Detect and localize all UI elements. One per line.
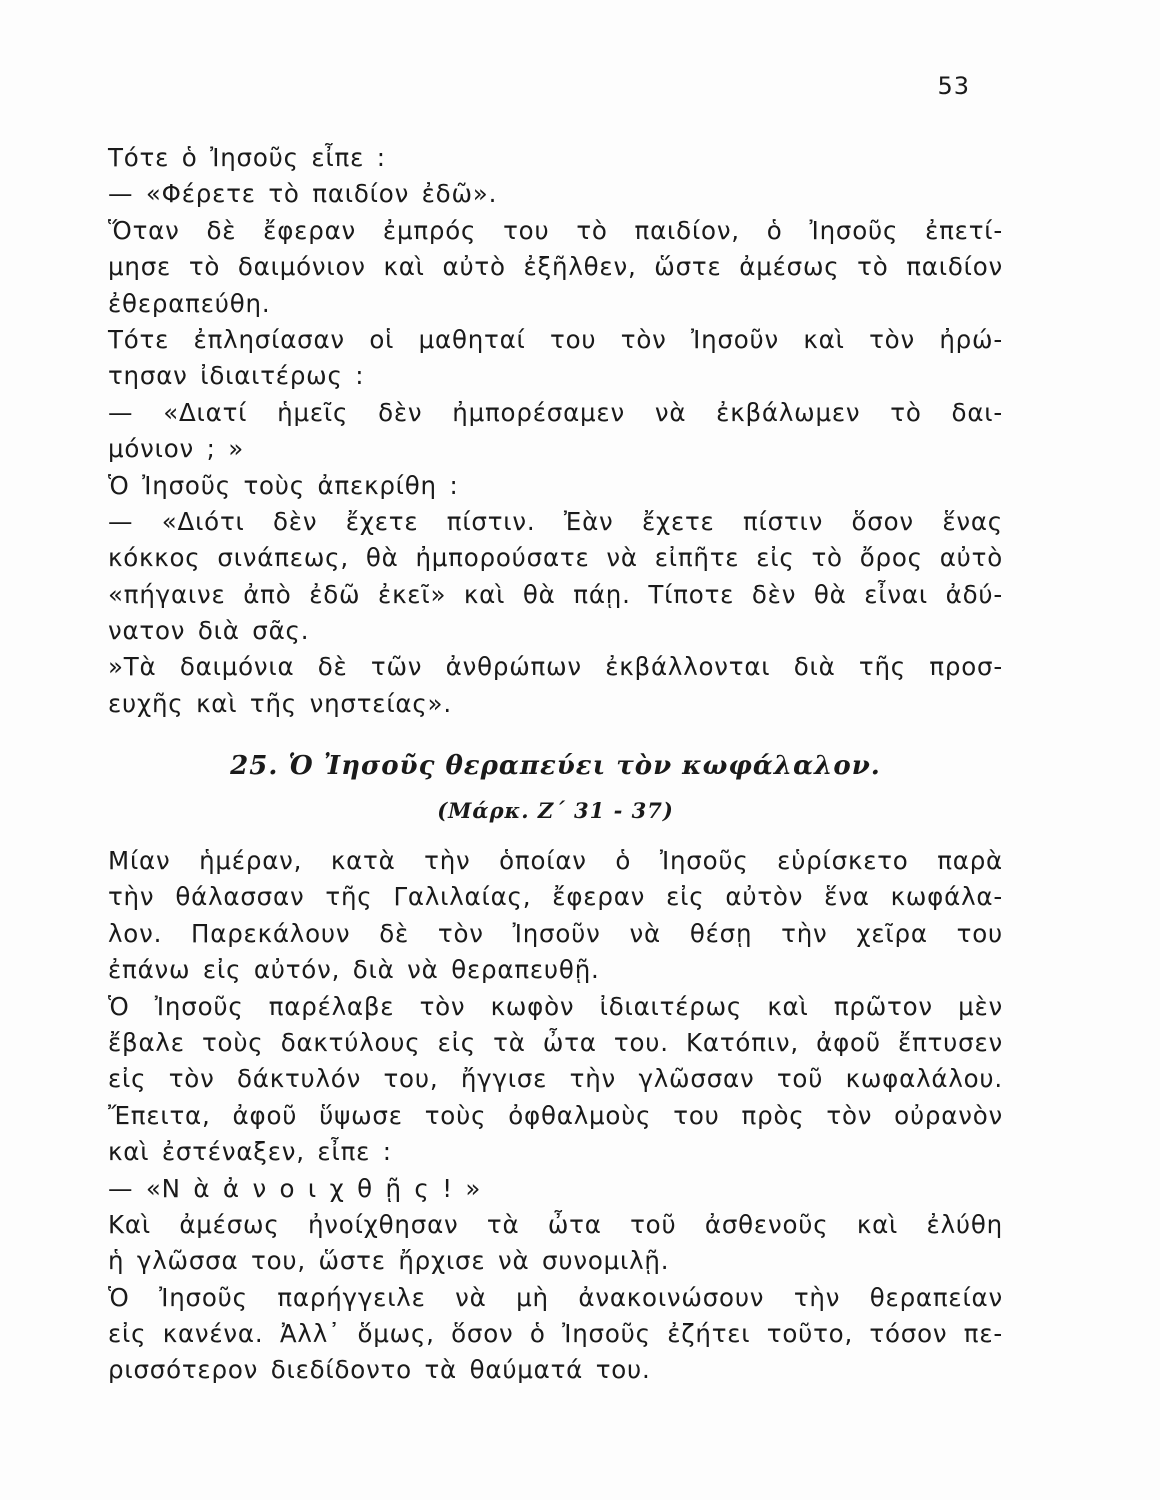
scripture-reference: (Μάρκ. Ζ΄ 31 - 37) bbox=[437, 798, 674, 823]
text-line: ευχῆς καὶ τῆς νηστείας». bbox=[108, 688, 452, 718]
section-1-text bbox=[108, 140, 1003, 722]
text-line: μησε τὸ δαιμόνιον καὶ αὐτὸ ἐξῆλθεν, ὥστε ἀμέσως τὸ παιδίον bbox=[108, 252, 1003, 282]
text-line: ἡ γλῶσσα του, ὥστε ἤρχισε νὰ συνομιλῇ. bbox=[108, 1246, 670, 1276]
section-2-text bbox=[108, 843, 1003, 1389]
text-line: »Τὰ δαιμόνια δὲ τῶν ἀνθρώπων ἐκβάλλονται διὰ τῆς προσ- bbox=[108, 652, 1003, 682]
text-line: καὶ ἐστέναξεν, εἶπε : bbox=[108, 1137, 392, 1167]
text-line: ἔβαλε τοὺς δακτύλους εἰς τὰ ὦτα του. Κατόπιν, ἀφοῦ ἔπτυσεν bbox=[108, 1027, 1003, 1057]
text-line: μόνιον ; » bbox=[108, 434, 245, 464]
text-line: Τότε ὁ Ἰησοῦς εἶπε : bbox=[108, 143, 386, 172]
text-line: Μίαν ἡμέραν, κατὰ τὴν ὁποίαν ὁ Ἰησοῦς εὑρίσκετο παρὰ bbox=[108, 846, 1003, 875]
text-line: Ὁ Ἰησοῦς παρέλαβε τὸν κωφὸν ἰδιαιτέρως καὶ πρῶτον μὲν bbox=[108, 991, 1003, 1021]
text-line: Τότε ἐπλησίασαν οἱ μαθηταί του τὸν Ἰησοῦν καὶ τὸν ἠρώ- bbox=[108, 324, 1003, 354]
text-line: Ἔπειτα, ἀφοῦ ὕψωσε τοὺς ὀφθαλμοὺς του πρὸς τὸν οὐρανὸν bbox=[108, 1100, 1003, 1130]
text-line: Ὅταν δὲ ἔφεραν ἐμπρός του τὸ παιδίον, ὁ Ἰησοῦς ἐπετί- bbox=[108, 215, 1003, 245]
text-line: τὴν θάλασσαν τῆς Γαλιλαίας, ἔφεραν εἰς αὐτὸν ἕνα κωφάλα- bbox=[108, 882, 1003, 912]
text-line: ἐθεραπεύθη. bbox=[108, 288, 271, 318]
text-line: ἐπάνω εἰς αὐτόν, διὰ νὰ θεραπευθῇ. bbox=[108, 955, 600, 985]
text-line: κόκκος σινάπεως, θὰ ἠμπορούσατε νὰ εἰπῆτε εἰς τὸ ὄρος αὐτὸ bbox=[108, 543, 1003, 573]
text-line: — «Φέρετε τὸ παιδίον ἐδῶ». bbox=[108, 179, 498, 209]
chapter-heading bbox=[108, 740, 1003, 830]
text-line: νατον διὰ σᾶς. bbox=[108, 616, 310, 646]
text-line: εἰς τὸν δάκτυλόν του, ἤγγισε τὴν γλῶσσαν τοῦ κωφαλάλου. bbox=[108, 1064, 1003, 1094]
text-line: ρισσότερον διεδίδοντο τὰ θαύματά του. bbox=[108, 1355, 651, 1385]
text-line: λον. Παρεκάλουν δὲ τὸν Ἰησοῦν νὰ θέσῃ τὴν χεῖρα του bbox=[108, 918, 1003, 948]
text-line: — «Διατί ἡμεῖς δὲν ἠμπορέσαμεν νὰ ἐκβάλωμεν τὸ δαι- bbox=[108, 397, 1003, 427]
text-line: Καὶ ἀμέσως ἠνοίχθησαν τὰ ὦτα τοῦ ἀσθενοῦς καὶ ἐλύθη bbox=[108, 1209, 1003, 1239]
text-line: Ὁ Ἰησοῦς παρήγγειλε νὰ μὴ ἀνακοινώσουν τὴν θεραπείαν bbox=[108, 1282, 1003, 1312]
chapter-title: 25. Ὁ Ἰησοῦς θεραπεύει τὸν κωφάλαλον. bbox=[230, 751, 881, 781]
text-line: Ὁ Ἰησοῦς τοὺς ἀπεκρίθη : bbox=[108, 470, 459, 500]
page-number: 53 bbox=[937, 72, 970, 100]
text-line: — «Διότι δὲν ἔχετε πίστιν. Ἐὰν ἔχετε πίστιν ὅσον ἕνας bbox=[108, 506, 1003, 536]
text-line: «πήγαινε ἀπὸ ἐδῶ ἐκεῖ» καὶ θὰ πάῃ. Τίποτε δὲν θὰ εἶναι ἀδύ- bbox=[108, 579, 1003, 609]
text-line: εἰς κανένα. Ἀλλ᾿ ὅμως, ὅσον ὁ Ἰησοῦς ἐζήτει τοῦτο, τόσον πε- bbox=[108, 1319, 1003, 1349]
text-line: — «Ν ὰ ἀ ν ο ι χ θ ῇ ς ! » bbox=[108, 1173, 482, 1203]
text-line: τησαν ἰδιαιτέρως : bbox=[108, 361, 365, 391]
